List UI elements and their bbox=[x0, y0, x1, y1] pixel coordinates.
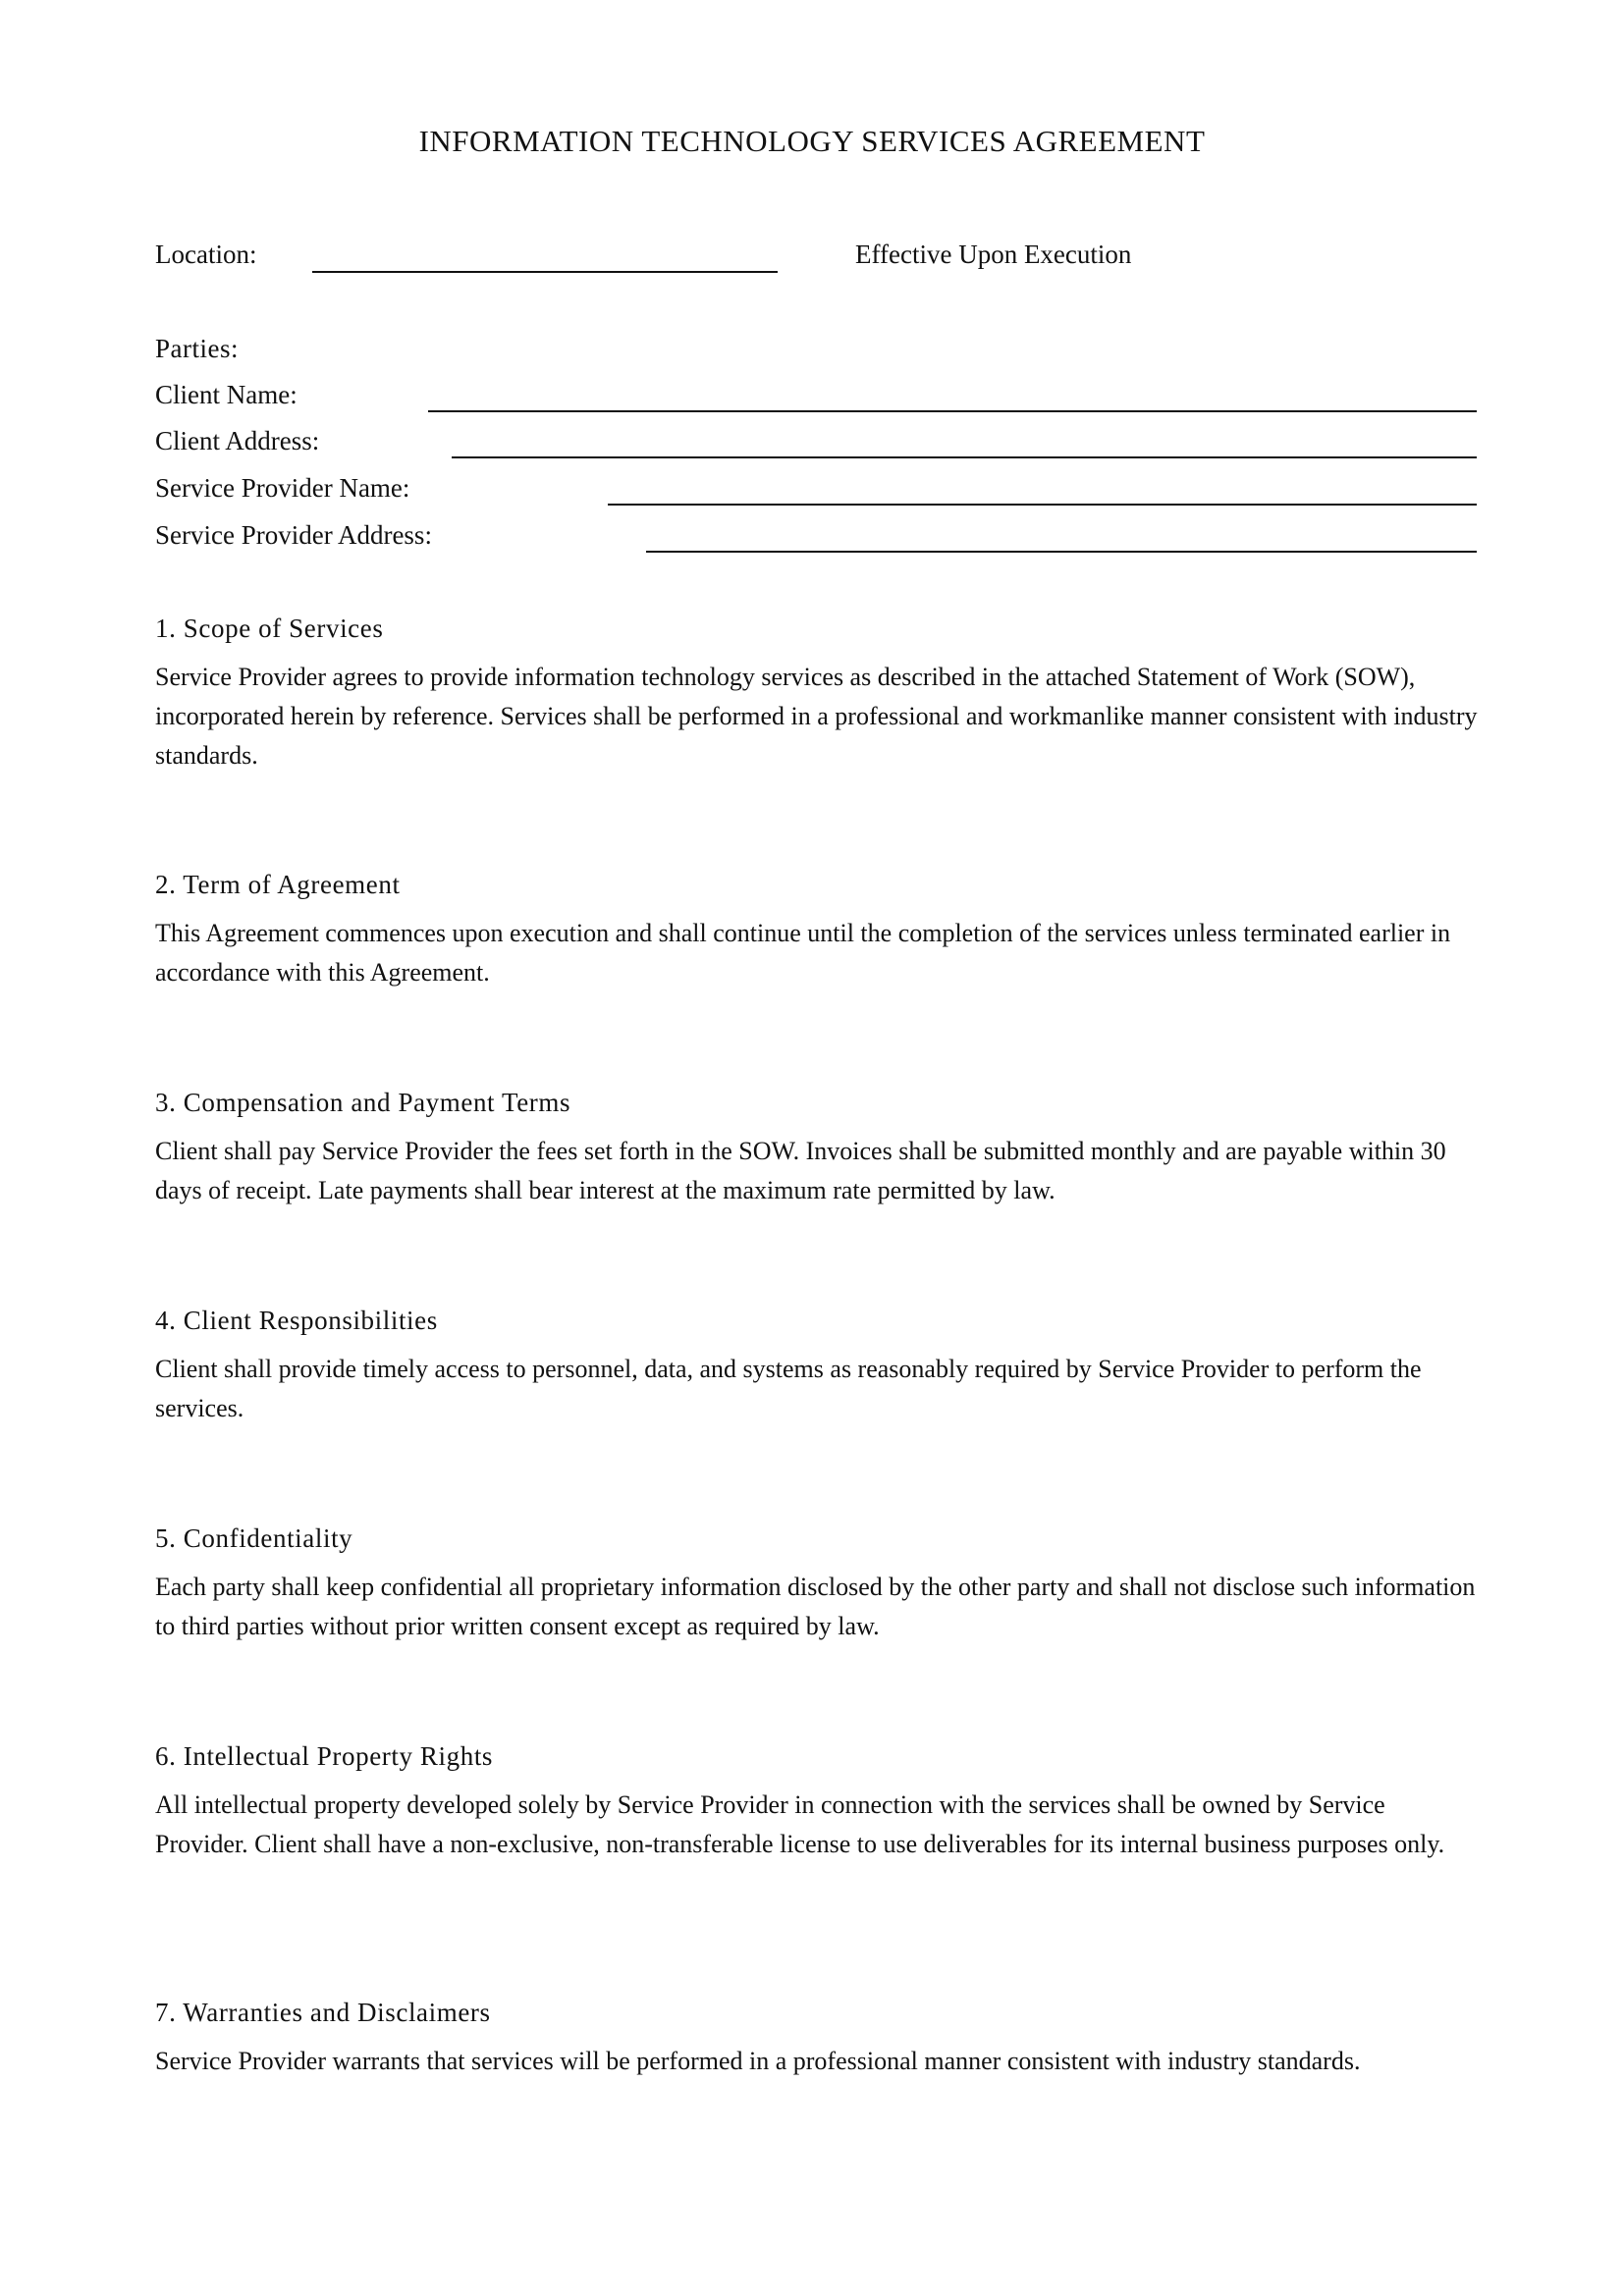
section-body: Client shall provide timely access to personnel, data, and systems as reasonably required by Service Provider to perform the services. bbox=[155, 1355, 1422, 1422]
section-body: Service Provider warrants that services will be performed in a professional manner consistent with industry standards. bbox=[155, 2047, 1361, 2075]
section-body: Service Provider agrees to provide information technology services as described in the attached Statement of Work (SOW), incorporated herein by reference. Services shall be performed in a professional and workmanlike manner consistent with industry standards. bbox=[155, 663, 1478, 770]
client-address-blank-line[interactable] bbox=[452, 456, 1477, 458]
document-title: INFORMATION TECHNOLOGY SERVICES AGREEMENT bbox=[418, 124, 1206, 158]
section-heading: 5. Confidentiality bbox=[155, 1523, 353, 1553]
client-name-label: Client Name: bbox=[155, 380, 298, 409]
effective-date-text: Effective Upon Execution bbox=[855, 240, 1132, 269]
client-address-label: Client Address: bbox=[155, 426, 320, 455]
section-heading: 2. Term of Agreement bbox=[155, 870, 401, 899]
section-heading: 4. Client Responsibilities bbox=[155, 1306, 438, 1335]
client-name-blank-line[interactable] bbox=[428, 410, 1477, 412]
section-warranties bbox=[155, 1997, 1481, 2081]
section-body: All intellectual property developed solely by Service Provider in connection with the services shall be owned by Service Provider. Client shall have a non-exclusive, non-transferable license to use deliverables for its internal business purposes only. bbox=[155, 1790, 1445, 1858]
section-intellectual-property bbox=[155, 1740, 1481, 1864]
section-body: Each party shall keep confidential all proprietary information disclosed by the other party and shall not disclose such information to third parties without prior written consent except as required by law. bbox=[155, 1573, 1476, 1640]
section-heading: 6. Intellectual Property Rights bbox=[155, 1741, 494, 1771]
location-blank-line[interactable] bbox=[312, 271, 778, 273]
section-scope bbox=[155, 613, 1481, 775]
section-heading: 3. Compensation and Payment Terms bbox=[155, 1088, 571, 1117]
provider-name-label: Service Provider Name: bbox=[155, 473, 410, 503]
parties-heading: Parties: bbox=[155, 334, 239, 363]
provider-name-blank-line[interactable] bbox=[608, 504, 1477, 506]
section-body: Client shall pay Service Provider the fees set forth in the SOW. Invoices shall be submitted monthly and are payable within 30 days of receipt. Late payments shall bear interest at the maximum rate permitted by law. bbox=[155, 1137, 1446, 1204]
section-heading: 7. Warranties and Disclaimers bbox=[155, 1998, 491, 2027]
section-compensation bbox=[155, 1087, 1481, 1210]
section-client-responsibilities bbox=[155, 1305, 1481, 1428]
section-term bbox=[155, 869, 1481, 992]
provider-address-label: Service Provider Address: bbox=[155, 520, 432, 550]
section-heading: 1. Scope of Services bbox=[155, 614, 384, 643]
location-label: Location: bbox=[155, 240, 257, 269]
section-confidentiality bbox=[155, 1522, 1481, 1646]
section-body: This Agreement commences upon execution and shall continue until the completion of the services unless terminated earlier in accordance with this Agreement. bbox=[155, 919, 1451, 987]
provider-address-blank-line[interactable] bbox=[646, 551, 1477, 553]
